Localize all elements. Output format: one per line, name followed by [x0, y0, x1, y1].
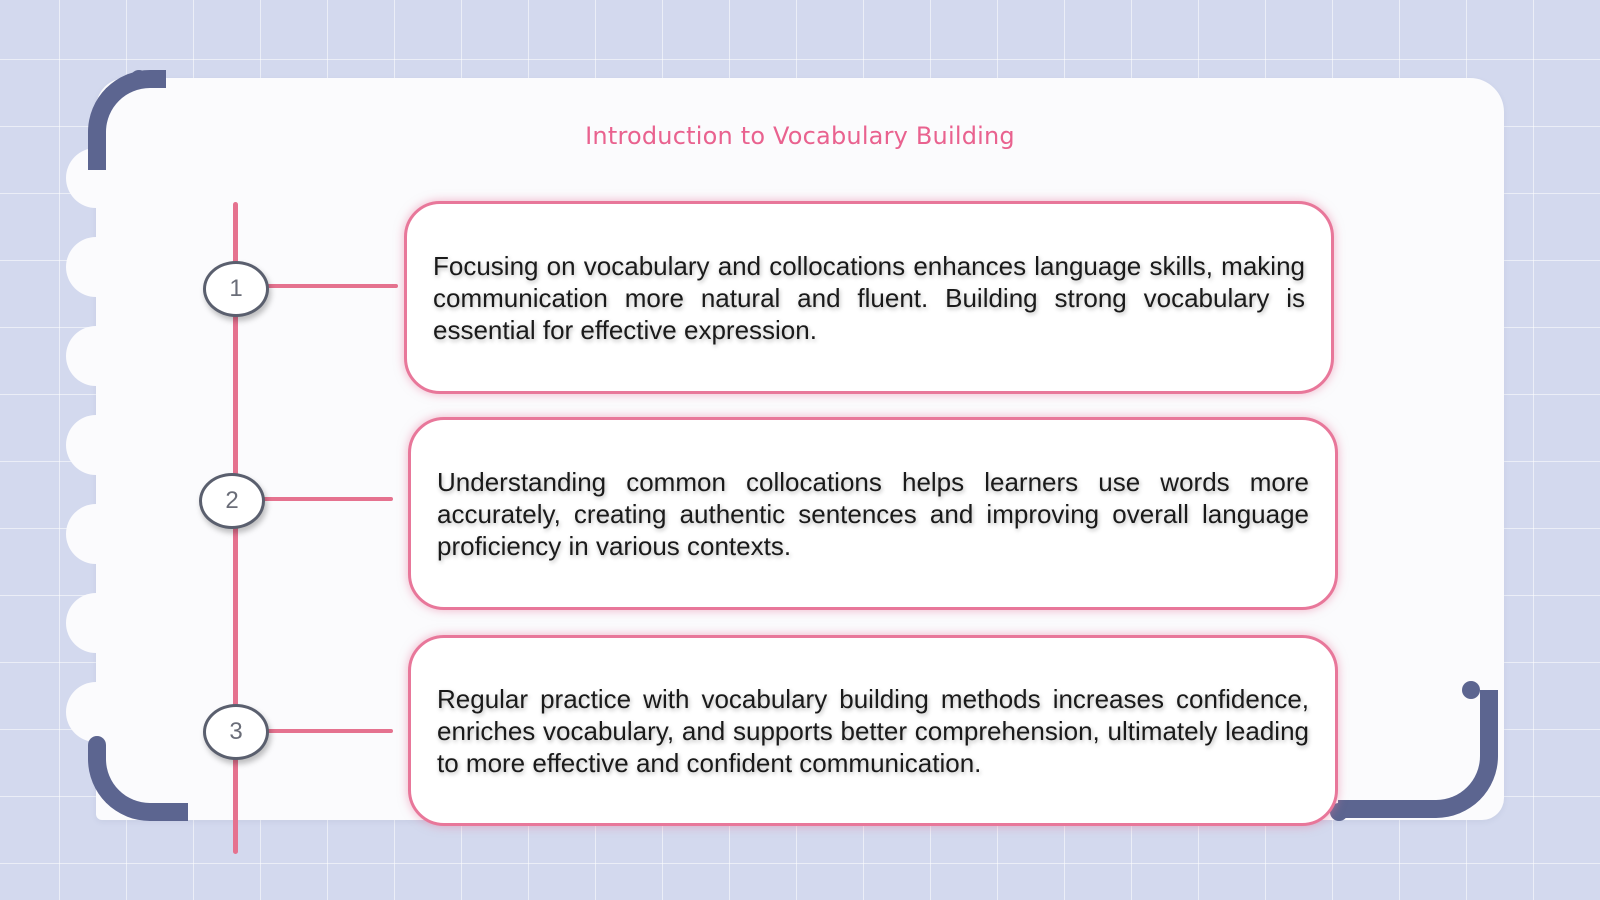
timeline-connector [264, 729, 393, 733]
step-card-text: Focusing on vocabulary and collocations enhances language skills, making communication more natural and fluent. Building strong vocabulary is essential for effective expression. [433, 250, 1305, 345]
step-number-badge [203, 704, 269, 760]
bracket-cap [130, 70, 148, 88]
bracket-cap [88, 736, 106, 754]
step-card-text: Understanding common collocations helps learners use words more accurately, creating authentic sentences and improving overall language proficiency in various contexts. [437, 466, 1309, 561]
step-number-badge [203, 261, 269, 317]
step-card [404, 201, 1334, 394]
step-card [408, 417, 1338, 610]
paper-scallop [66, 682, 126, 742]
step-card [408, 635, 1338, 826]
step-number-badge [199, 473, 265, 529]
paper-scallop [66, 237, 126, 297]
paper-scallop [66, 415, 126, 475]
corner-bracket-bottom-right [1338, 690, 1498, 818]
timeline-connector [260, 497, 393, 501]
paper-scallop [66, 326, 126, 386]
paper-scallop [66, 593, 126, 653]
bracket-cap [160, 803, 178, 821]
timeline-connector [264, 284, 398, 288]
step-card-text: Regular practice with vocabulary building methods increases confidence, enriches vocabulary, and supports better comprehension, ultimately leading to more effective and confident communication. [437, 683, 1309, 778]
step-number: 1 [229, 275, 243, 302]
bracket-cap [1462, 681, 1480, 699]
step-number: 2 [225, 487, 239, 514]
bracket-cap [88, 141, 106, 159]
paper-scallop [66, 504, 126, 564]
slide-title: Introduction to Vocabulary Building [585, 122, 1015, 150]
step-number: 3 [229, 718, 243, 745]
